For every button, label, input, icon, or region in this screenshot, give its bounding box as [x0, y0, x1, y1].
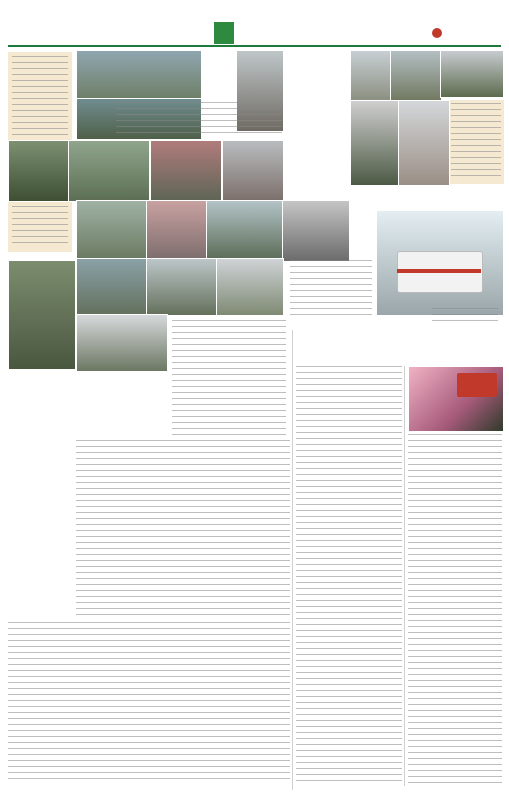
photo-top-right-3 — [390, 50, 442, 102]
header-rule — [8, 45, 501, 47]
race-badge — [457, 373, 497, 397]
hospital-logo-icon — [432, 28, 442, 38]
photo-row3-2 — [146, 200, 208, 260]
photo-top-right-4 — [440, 50, 504, 98]
page-number-badge — [214, 22, 234, 44]
feature-body-left — [296, 366, 402, 786]
left-essay-text-1 — [76, 440, 290, 620]
left-feature-heading-1 — [28, 384, 48, 534]
left-feature-heading-2 — [52, 400, 66, 520]
photo-row5-1 — [76, 314, 168, 372]
lead-body-text — [116, 102, 282, 136]
lead-title-1 — [308, 60, 330, 210]
photo-row3-4 — [282, 200, 350, 262]
photo-right-2 — [350, 100, 400, 186]
divider-1 — [292, 330, 293, 790]
right-intro-text — [451, 103, 501, 181]
ambulance-stripe — [397, 269, 481, 273]
photo-row4-2 — [146, 258, 218, 316]
photo-right-3 — [398, 100, 450, 186]
feature-body-right — [408, 434, 502, 786]
left-essay-text-2 — [8, 622, 290, 780]
right-mid-text — [290, 260, 372, 320]
photo-team-top-1 — [76, 50, 202, 100]
lead-body-lines — [116, 102, 282, 136]
photo-ambulance — [376, 210, 504, 316]
photo-row3-3 — [206, 200, 284, 260]
photo-row4-1 — [76, 258, 148, 316]
side-essay-text — [172, 320, 286, 436]
page-header — [0, 0, 509, 44]
right-intro-box — [448, 100, 504, 184]
photo-mid-1 — [8, 140, 70, 202]
photo-runner — [408, 366, 504, 432]
masthead — [432, 26, 445, 40]
photo-row4-3 — [216, 258, 284, 316]
divider-2 — [404, 366, 405, 786]
photo-row3-1 — [76, 200, 148, 260]
photo-top-right-2 — [350, 50, 392, 102]
photo-left-lower — [8, 260, 76, 370]
photo-mid-2 — [68, 140, 150, 202]
photo-mid-4 — [222, 140, 284, 202]
ambulance-caption — [432, 308, 498, 322]
photo-mid-3 — [150, 140, 222, 202]
side-essay-box — [170, 318, 290, 438]
